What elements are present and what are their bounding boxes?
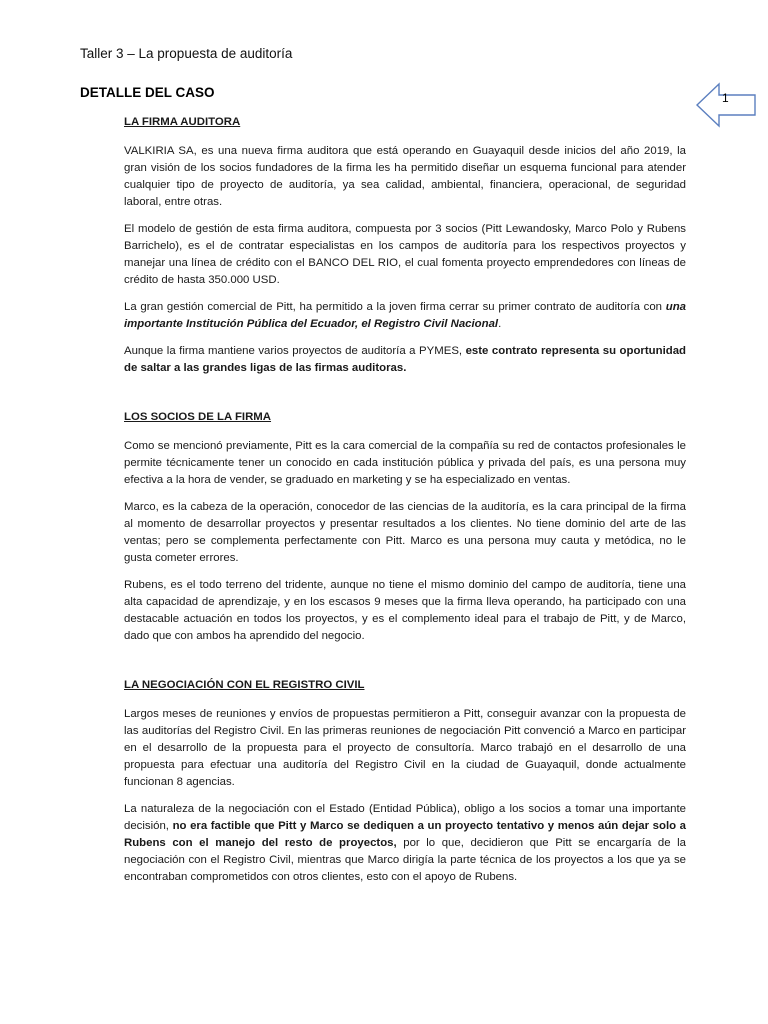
page-number: 1 [722, 91, 729, 105]
section-title-negociacion: LA NEGOCIACIÓN CON EL REGISTRO CIVIL [124, 679, 365, 691]
text-run: . [498, 318, 502, 330]
page-header: Taller 3 – La propuesta de auditoría [80, 46, 293, 61]
paragraph [124, 343, 686, 377]
spacer [124, 387, 686, 409]
back-arrow-icon [695, 82, 757, 128]
paragraph [124, 299, 686, 333]
case-title: DETALLE DEL CASO [80, 85, 215, 100]
paragraph: Marco, es la cabeza de la operación, conocedor de las ciencias de la auditoría, es la cara principal de la firma al momento de desarrollar proyectos y presentar resultados a los clientes. No tiene dominio del arte de las ventas; pero se complementa perfectamente con Pitt. Marco es una persona muy cauta y metódica, no le gusta cometer errores. [124, 501, 686, 564]
bold-text: este contrato representa su oportunidad de saltar a las grandes ligas de las firmas auditoras. [124, 345, 686, 374]
spacer [124, 655, 686, 677]
paragraph [124, 801, 686, 886]
paragraph: Como se mencionó previamente, Pitt es la cara comercial de la compañía su red de contactos profesionales le permite técnicamente tener un conocido en cada institución pública y privada del país, es una persona muy efectiva a la hora de vender, se graduado en marketing y se ha especializado en ventas. [124, 440, 686, 486]
text-run: La gran gestión comercial de Pitt, ha permitido a la joven firma cerrar su primer contrato de auditoría con [124, 301, 666, 313]
text-run: Aunque la firma mantiene varios proyectos de auditoría a PYMES, [124, 345, 466, 357]
section-title-socios: LOS SOCIOS DE LA FIRMA [124, 411, 272, 423]
paragraph: El modelo de gestión de esta firma auditora, compuesta por 3 socios (Pitt Lewandosky, Marco Polo y Rubens Barrichelo), es el de contratar especialistas en los campos de auditoría para los respectivos proyectos y manejar una línea de crédito con el BANCO DEL RIO, el cual fomenta proyecto emprendedores con líneas de crédito de hasta 350.000 USD. [124, 223, 686, 286]
bold-text: no era factible que Pitt y Marco se dediquen a un proyecto tentativo y menos aún dejar solo a Rubens con el manejo del resto de proyectos, [124, 820, 687, 849]
paragraph: VALKIRIA SA, es una nueva firma auditora que está operando en Guayaquil desde inicios del año 2019, la gran visión de los socios fundadores de la firma les ha permitido diseñar un esquema funcional para atender cualquier tipo de proyecto de auditoría, ya sea calidad, ambiental, financiera, operacional, de seguridad laboral, entre otras. [124, 145, 686, 208]
document-body [124, 114, 686, 896]
section-title-firma: LA FIRMA AUDITORA [124, 116, 241, 128]
emphasis-text: una importante Institución Pública del Ecuador, el Registro Civil Nacional [124, 301, 686, 330]
text-run: La naturaleza de la negociación con el Estado (Entidad Pública), obligo a los socios a tomar una importante decisión, [124, 803, 686, 832]
text-run: por lo que, decidieron que Pitt se encargaría de la negociación con el Registro Civil, mientras que Marco dirigía la parte técnica de los proyectos a los que ya se encontraban comprometidos con otros clientes, esto con el apoyo de Rubens. [124, 837, 686, 883]
paragraph: Largos meses de reuniones y envíos de propuestas permitieron a Pitt, conseguir avanzar con la propuesta de las auditorías del Registro Civil. En las primeras reuniones de negociación Pitt convenció a Marco en participar en el desarrollo de la propuesta para el proyecto de consultoría. Marco trabajó en el desarrollo de una propuesta para efectuar una auditoría del Registro Civil en la ciudad de Guayaquil, donde actualmente funcionan 8 agencias. [124, 708, 686, 788]
paragraph: Rubens, es el todo terreno del tridente, aunque no tiene el mismo dominio del campo de auditoría, tiene una alta capacidad de aprendizaje, y en los escasos 9 meses que la firma lleva operando, ha participado con una destacable actuación en todos los proyectos, y es el complemento ideal para el trabajo de Pitt, y de Marco, dado que con ambos ha aprendido del negocio. [124, 579, 686, 642]
